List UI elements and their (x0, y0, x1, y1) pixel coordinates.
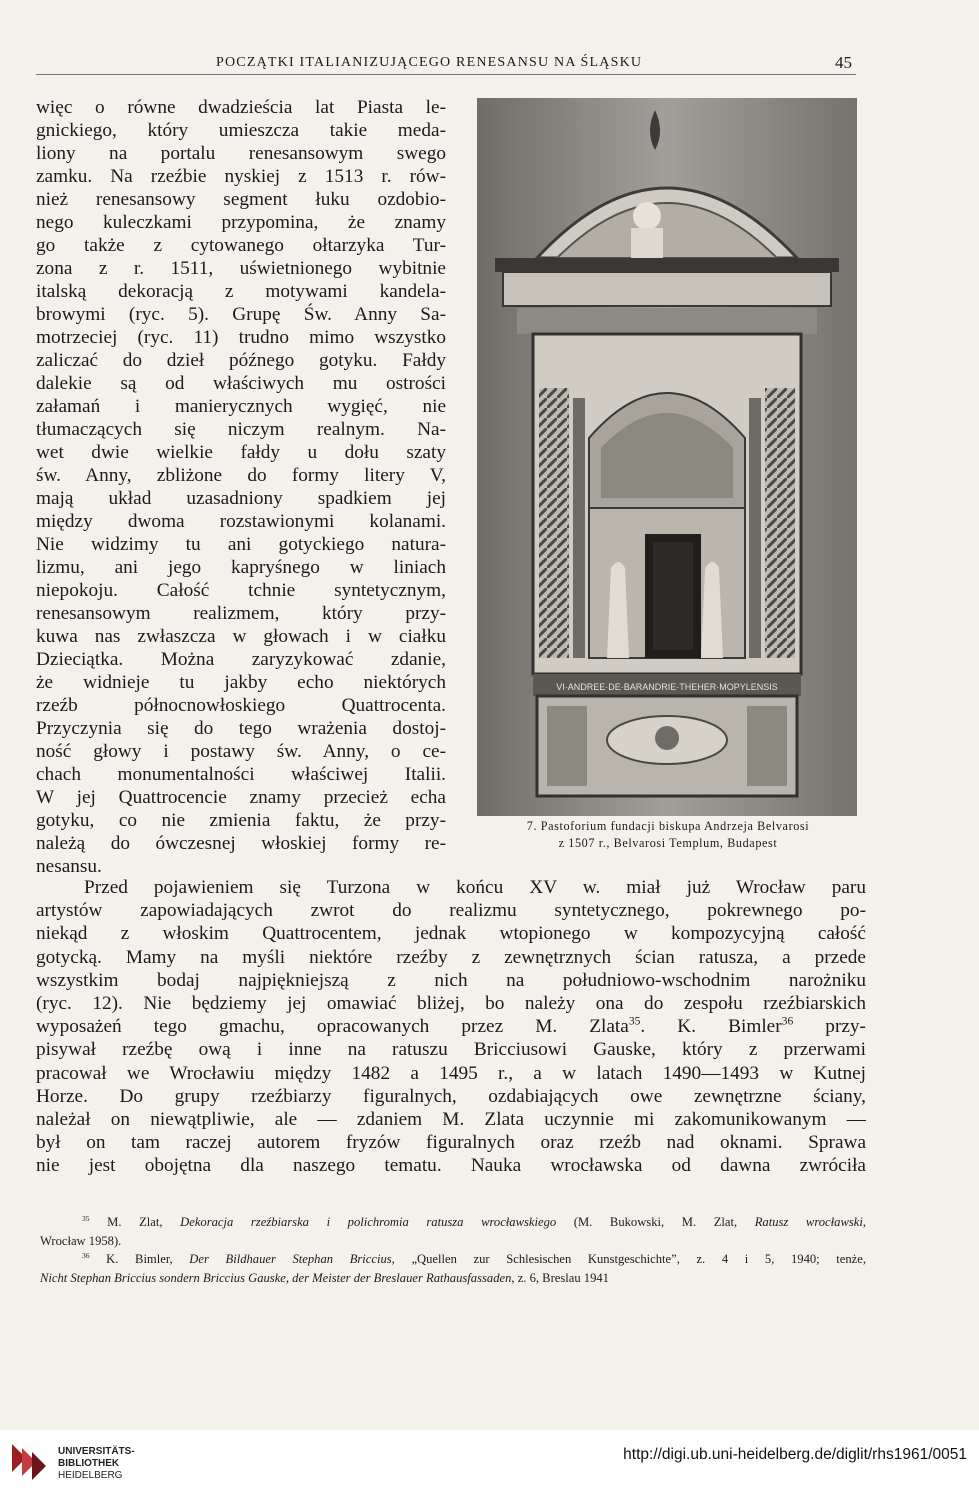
footnote-35 (40, 1213, 866, 1232)
text-line: św. Anny, zbliżone do formy litery V, (36, 465, 446, 486)
footnote-36 (40, 1250, 866, 1269)
text-line: niekąd z włoskim Quattrocentem, jednak wtopionego w kompozycyjną całość (36, 923, 866, 945)
footnote-36-source: , „Quellen zur Schlesischen Kunstgeschichte”, z. 4 i 5, 1940; tenże, (391, 1252, 866, 1266)
footnote-35-cont: Wrocław 1958). (40, 1233, 122, 1248)
text-line: go także z cytowanego ołtarzyka Tur- (36, 235, 446, 256)
figure-inscription: VI·ANDREE·DE·BARANDRIE·THEHER·MOPYLENSIS (556, 682, 778, 692)
page-number: 45 (835, 53, 852, 72)
footnotes (40, 1213, 866, 1287)
text-fragment: wyposażeń tego gmachu, opracowanych przez M. Zlata (36, 1016, 629, 1038)
text-line: renesansowym realizmem, który przy- (36, 603, 446, 624)
text-line: nie jest obojętna dla naszego tematu. Nauka wrocławska od dawna zwróciła (36, 1155, 866, 1177)
footnote-36-title: Der Bildhauer Stephan Briccius (189, 1252, 392, 1266)
footnote-36-tail: , z. 6, Breslau 1941 (511, 1270, 609, 1285)
text-line: nego kuleczkami przypomina, że znamy (36, 212, 446, 233)
caption-line-2: z 1507 r., Belvarosi Templum, Budapest (558, 836, 778, 850)
text-line: wet dwie wielkie fałdy u dołu szaty (36, 442, 446, 463)
footnote-35-comma: , (862, 1215, 866, 1229)
text-line: że widnieje tu jakby echo niektórych (36, 672, 446, 693)
text-line: mają układ uzasadniony spadkiem jej (36, 488, 446, 509)
footnote-35-mid: (M. Bukowski, M. Zlat, (556, 1215, 755, 1229)
footnote-36-marker: 36 (82, 1250, 90, 1260)
caption-line-1: 7. Pastoforium fundacji biskupa Andrzeja Belvarosi (526, 819, 810, 833)
text-line: zaliczać do dzieł późnego gotyku. Fałdy (36, 350, 446, 371)
figure-pastoforium-photo (477, 98, 857, 816)
text-line: pracował we Wrocławiu między 1482 a 1495 r., a w latach 1490—1493 w Kutnej (36, 1062, 866, 1084)
text-line: lizmu, ani jego kapryśnego w liniach (36, 557, 446, 578)
text-line: załamań i manierycznych wygięć, nie (36, 396, 446, 417)
text-line: dalekie są od właściwych mu ostrości (36, 373, 446, 394)
text-line: pisywał rzeźbę ową i inne na ratuszu Bricciusowi Gauske, który z przerwami (36, 1039, 866, 1061)
pastoforium-illustration (477, 98, 857, 816)
text-line: ność głowy i postawy św. Anny, o ce- (36, 741, 446, 762)
text-line: między dwoma rozstawionymi kolanami. (36, 511, 446, 532)
text-line: wszystkim bodaj najpiękniejszą z nich na południowo-wschodnim narożniku (36, 969, 866, 991)
text-line: Dzieciątka. Można zaryzykować zdanie, (36, 649, 446, 670)
text-line: liony na portalu renesansowym swego (36, 143, 446, 164)
text-line: zamku. Na rzeźbie nyskiej z 1513 r. rów- (36, 166, 446, 187)
text-line: należą do ówczesnej włoskiej formy re- (36, 833, 446, 854)
running-header (36, 55, 856, 75)
library-name: UNIVERSITÄTS- BIBLIOTHEK HEIDELBERG (58, 1446, 135, 1481)
source-url[interactable]: http://digi.ub.uni-heidelberg.de/diglit/rhs1961/0051 (623, 1446, 967, 1463)
text-line: zona z r. 1511, uświetnionego wybitnie (36, 258, 446, 279)
text-line: chach monumentalności właściwej Italii. (36, 764, 446, 785)
text-line: artystów zapowiadających zwrot do realizmu syntetycznego, pokrewnego po- (36, 900, 866, 922)
footnote-35-marker: 35 (82, 1213, 90, 1223)
text-line: należał on niewątpliwie, ale — zdaniem M. Zlata uczynnie mi zakomunikowanym — (36, 1108, 866, 1130)
text-line: gnickiego, który umieszcza takie meda- (36, 120, 446, 141)
footnote-35-author: M. Zlat, (89, 1215, 181, 1229)
text-line: rzeźb północnowłoskiego Quattrocenta. (36, 695, 446, 716)
text-line: Przyczynia się do tego wrażenia dostoj- (36, 718, 446, 739)
full-width-text (36, 876, 866, 1177)
text-line: nesansu. (36, 856, 102, 877)
footnote-36-title2: Nicht Stephan Briccius sondern Briccius Gauske, der Meister der Breslauer Rathausfassaden (40, 1270, 512, 1285)
text-line: Horze. Do grupy rzeźbiarzy figuralnych, ozdabiających owe zewnętrzne ściany, (36, 1085, 866, 1107)
figure-caption (470, 818, 866, 852)
footer-bar (0, 1430, 979, 1504)
text-line: nież renesansowy segment łuku ozdobio- (36, 189, 446, 210)
text-line: więc o równe dwadzieścia lat Piasta le- (36, 97, 446, 118)
text-line: kuwa nas zwłaszcza w głowach i w ciałku (36, 626, 446, 647)
text-line (36, 1015, 866, 1038)
text-fragment: przy- (793, 1016, 866, 1038)
text-line: (ryc. 12). Nie będziemy jej omawiać bliżej, bo należy ona do zespołu rzeźbiarskich (36, 992, 866, 1014)
text-line: był on tam raczej autorem fryzów figuralnych oraz rzeźb nad oknami. Sprawa (36, 1132, 866, 1154)
running-title: POCZĄTKI ITALIANIZUJĄCEGO RENESANSU NA ŚLĄSKU (216, 55, 643, 70)
text-line: browymi (ryc. 5). Grupę Św. Anny Sa- (36, 304, 446, 325)
text-line: gotycką. Mamy na myśli niektóre rzeźby z zewnętrznych ścian ratusza, a przede (36, 946, 866, 968)
footnote-36-cont (40, 1269, 866, 1288)
library-emblem-icon (8, 1438, 52, 1490)
footnote-36-author: K. Bimler, (89, 1252, 190, 1266)
library-logo[interactable] (8, 1438, 168, 1498)
text-line: Nie widzimy tu ani gotyckiego natura- (36, 534, 446, 555)
footnote-ref-36[interactable]: 36 (781, 1015, 794, 1028)
footnote-35-title2: Ratusz wrocławski (754, 1215, 863, 1229)
text-line: italską dekoracją z motywami kandela- (36, 281, 446, 302)
footnote-35-title: Dekoracja rzeźbiarska i polichromia ratusza wrocławskiego (180, 1215, 557, 1229)
text-fragment: . K. Bimler (640, 1016, 782, 1038)
text-line: niepokoju. Całość tchnie syntetycznym, (36, 580, 446, 601)
text-line: Przed pojawieniem się Turzona w końcu XV w. miał już Wrocław paru (84, 877, 866, 898)
left-column-text (36, 96, 446, 878)
text-line: motrzeciej (ryc. 11) trudno mimo wszystko (36, 327, 446, 348)
text-line: W jej Quattrocencie znamy przecież echa (36, 787, 446, 808)
text-line: tłumaczących się niczym realnym. Na- (36, 419, 446, 440)
text-line: gotyku, co nie zmienia faktu, że przy- (36, 810, 446, 831)
footnote-ref-35[interactable]: 35 (628, 1015, 641, 1028)
